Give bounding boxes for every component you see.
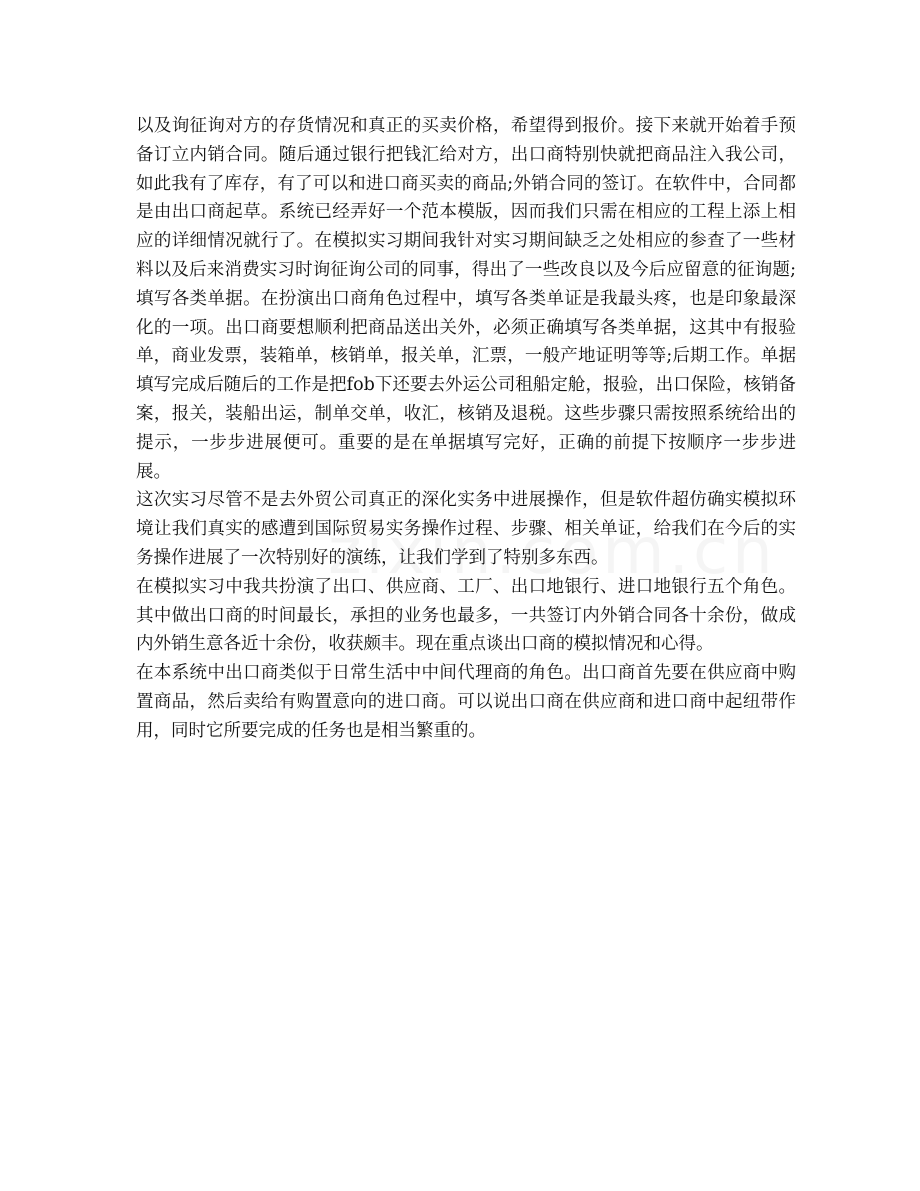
paragraph-4: 在本系统中出口商类似于日常生活中中间代理商的角色。出口商首先要在供应商中购置商品，然后卖给有购置意向的进口商。可以说出口商在供应商和进口商中起纽带作用，同时它所要完成的任务也是相当繁重的。 [136, 663, 796, 741]
paragraph-2: 这次实习尽管不是去外贸公司真正的深化实务中进展操作，但是软件超仿确实模拟环境让我们真实的感遭到国际贸易实务操作过程、步骤、相关单证，给我们在今后的实务操作进展了一次特别好的演练，让我们学到了特别多东西。 [136, 490, 796, 568]
document-body [136, 112, 796, 746]
paragraph-3: 在模拟实习中我共扮演了出口、供应商、工厂、出口地银行、进口地银行五个角色。其中做出口商的时间最长，承担的业务也最多，一共签订内外销合同各十余份，做成内外销生意各近十余份，收获颇丰。现在重点谈出口商的模拟情况和心得。 [136, 576, 796, 655]
paragraph-1: 以及询征询对方的存货情况和真正的买卖价格，希望得到报价。接下来就开始着手预备订立内销合同。随后通过银行把钱汇给对方，出口商特别快就把商品注入我公司，如此我有了库存，有了可以和进口商买卖的商品;外销合同的签订。在软件中，合同都是由出口商起草。系统已经弄好一个范本模版，因而我们只需在相应的工程上添上相应的详细情况就行了。在模拟实习期间我针对实习期间缺乏之处相应的参查了一些材料以及后来消费实习时询征询公司的同事，得出了一些改良以及今后应留意的征询题;填写各类单据。在扮演出口商角色过程中，填写各类单证是我最头疼，也是印象最深化的一项。出口商要想顺利把商品送出关外，必须正确填写各类单据，这其中有报验单，商业发票，装箱单，核销单，报关单，汇票，一般产地证明等等;后期工作。单据填写完成后随后的工作是把fob下还要去外运公司租船定舱，报验，出口保险，核销备案，报关，装船出运，制单交单，收汇，核销及退税。这些步骤只需按照系统给出的提示，一步步进展便可。重要的是在单据填写完好，正确的前提下按顺序一步步进展。 [136, 116, 796, 482]
